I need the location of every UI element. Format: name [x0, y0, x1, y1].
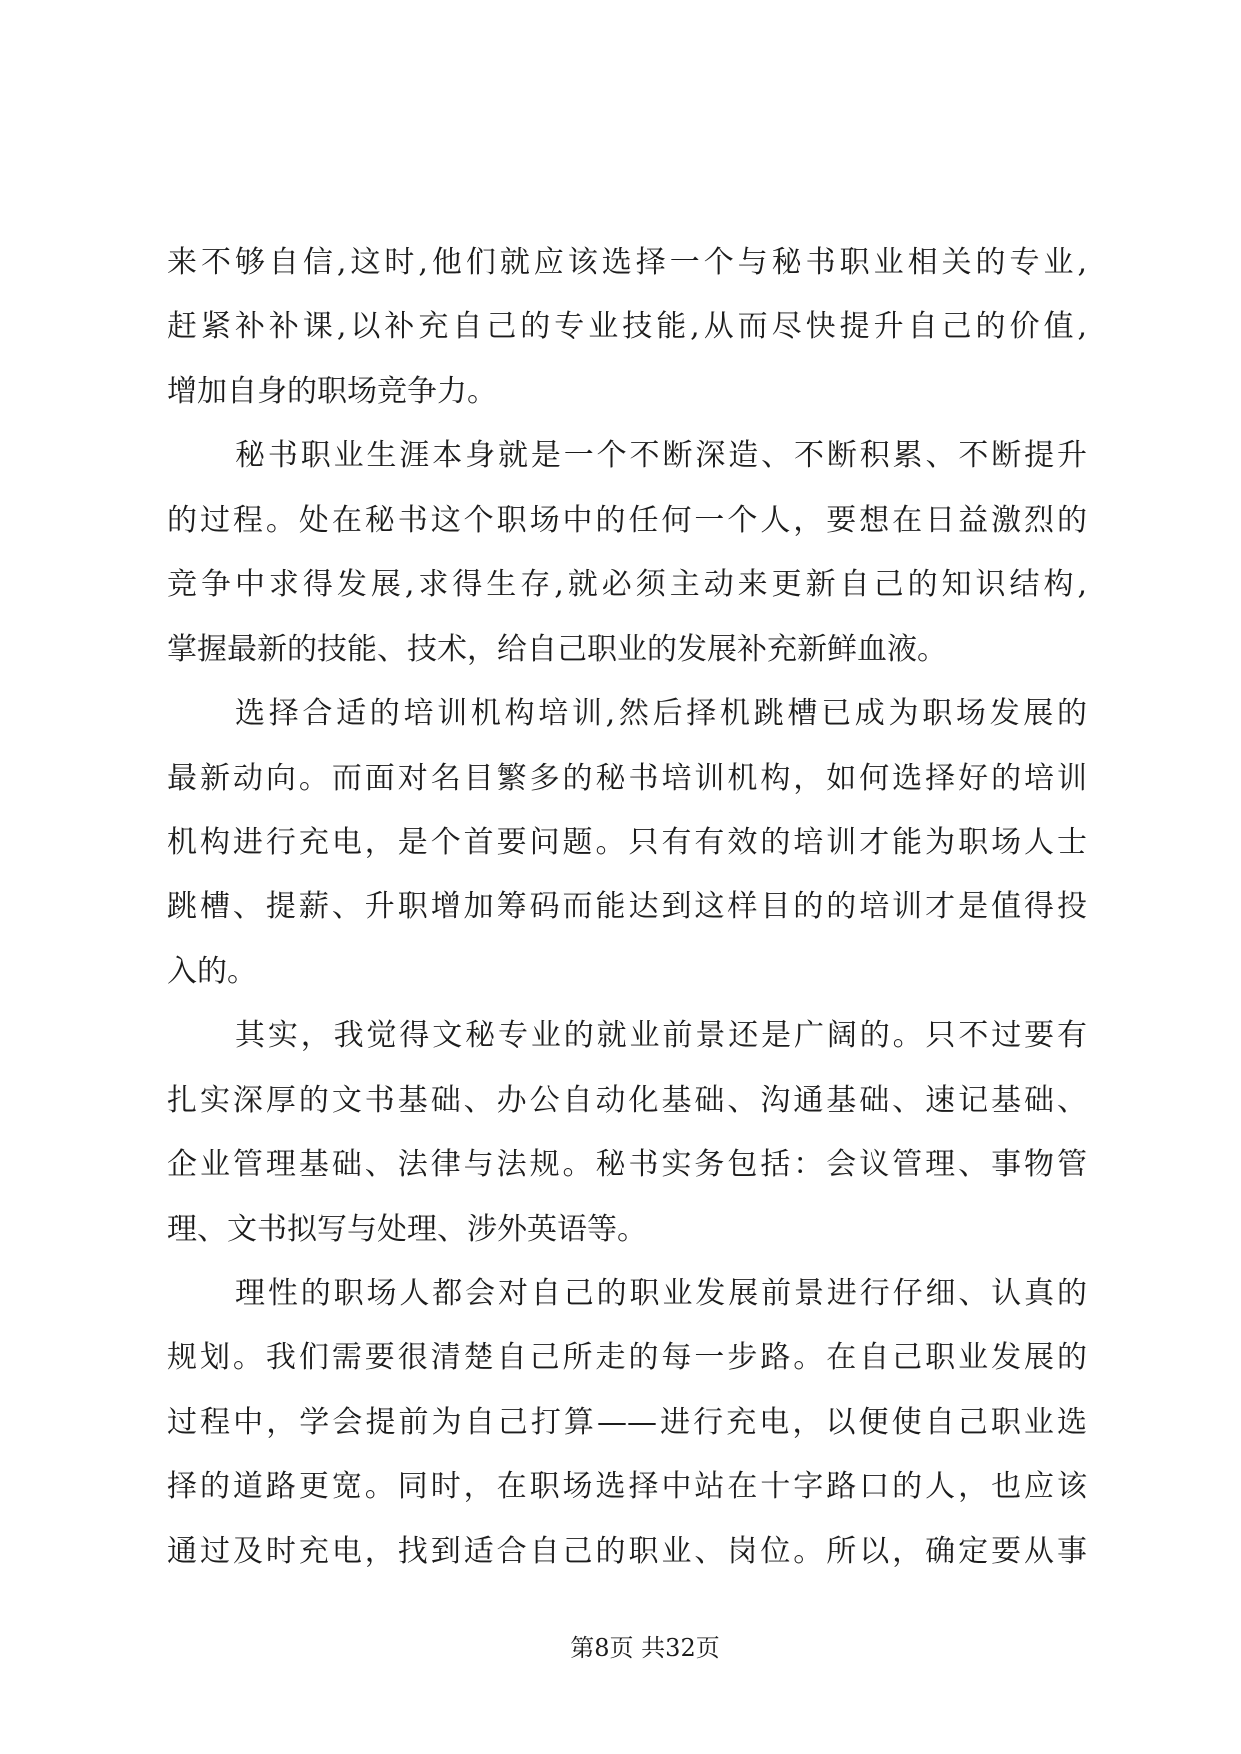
- text-line: 通过及时充电，找到适合自己的职业、岗位。所以，确定要从事: [167, 1533, 1087, 1569]
- text-line: 来不够自信,这时,他们就应该选择一个与秘书职业相关的专业,: [167, 245, 1087, 280]
- text-line: 赶紧补补课,以补充自己的专业技能,从而尽快提升自己的价值,: [167, 309, 1087, 345]
- paragraph: [167, 682, 1087, 1004]
- text-line: 企业管理基础、法律与法规。秘书实务包括：会议管理、事物管: [167, 1147, 1087, 1183]
- text-line: 机构进行充电，是个首要问题。只有有效的培训才能为职场人士: [167, 824, 1087, 860]
- text-line: 掌握最新的技能、技术，给自己职业的发展补充新鲜血液。: [167, 631, 947, 667]
- text-line: 跳槽、提薪、升职增加筹码而能达到这样目的的培训才是值得投: [167, 889, 1087, 925]
- page-number-label: 第8页 共32页: [570, 1634, 720, 1662]
- text-line: 择的道路更宽。同时，在职场选择中站在十字路口的人，也应该: [167, 1469, 1087, 1505]
- paragraph: [167, 1262, 1087, 1584]
- page-footer: [560, 1632, 730, 1664]
- paragraph: [167, 1004, 1087, 1262]
- paragraph: [167, 231, 1087, 424]
- text-line: 扎实深厚的文书基础、办公自动化基础、沟通基础、速记基础、: [167, 1082, 1087, 1118]
- text-line: 入的。: [167, 953, 257, 989]
- text-line: 最新动向。而面对名目繁多的秘书培训机构，如何选择好的培训: [167, 760, 1087, 796]
- text-line: 理、文书拟写与处理、涉外英语等。: [167, 1211, 647, 1247]
- text-line: 选择合适的培训机构培训,然后择机跳槽已成为职场发展的: [235, 696, 1087, 732]
- paragraph: [167, 424, 1087, 682]
- text-line: 的过程。处在秘书这个职场中的任何一个人，要想在日益激烈的: [167, 502, 1087, 538]
- text-line: 竞争中求得发展,求得生存,就必须主动来更新自己的知识结构,: [167, 567, 1087, 603]
- text-line: 增加自身的职场竞争力。: [167, 373, 497, 409]
- text-line: 过程中，学会提前为自己打算——进行充电，以便使自己职业选: [167, 1404, 1087, 1440]
- text-line: 规划。我们需要很清楚自己所走的每一步路。在自己职业发展的: [167, 1340, 1087, 1376]
- text-line: 秘书职业生涯本身就是一个不断深造、不断积累、不断提升: [235, 438, 1087, 474]
- body-text: [167, 231, 1087, 1584]
- text-line: 理性的职场人都会对自己的职业发展前景进行仔细、认真的: [235, 1276, 1087, 1311]
- text-line: 其实，我觉得文秘专业的就业前景还是广阔的。只不过要有: [235, 1018, 1087, 1054]
